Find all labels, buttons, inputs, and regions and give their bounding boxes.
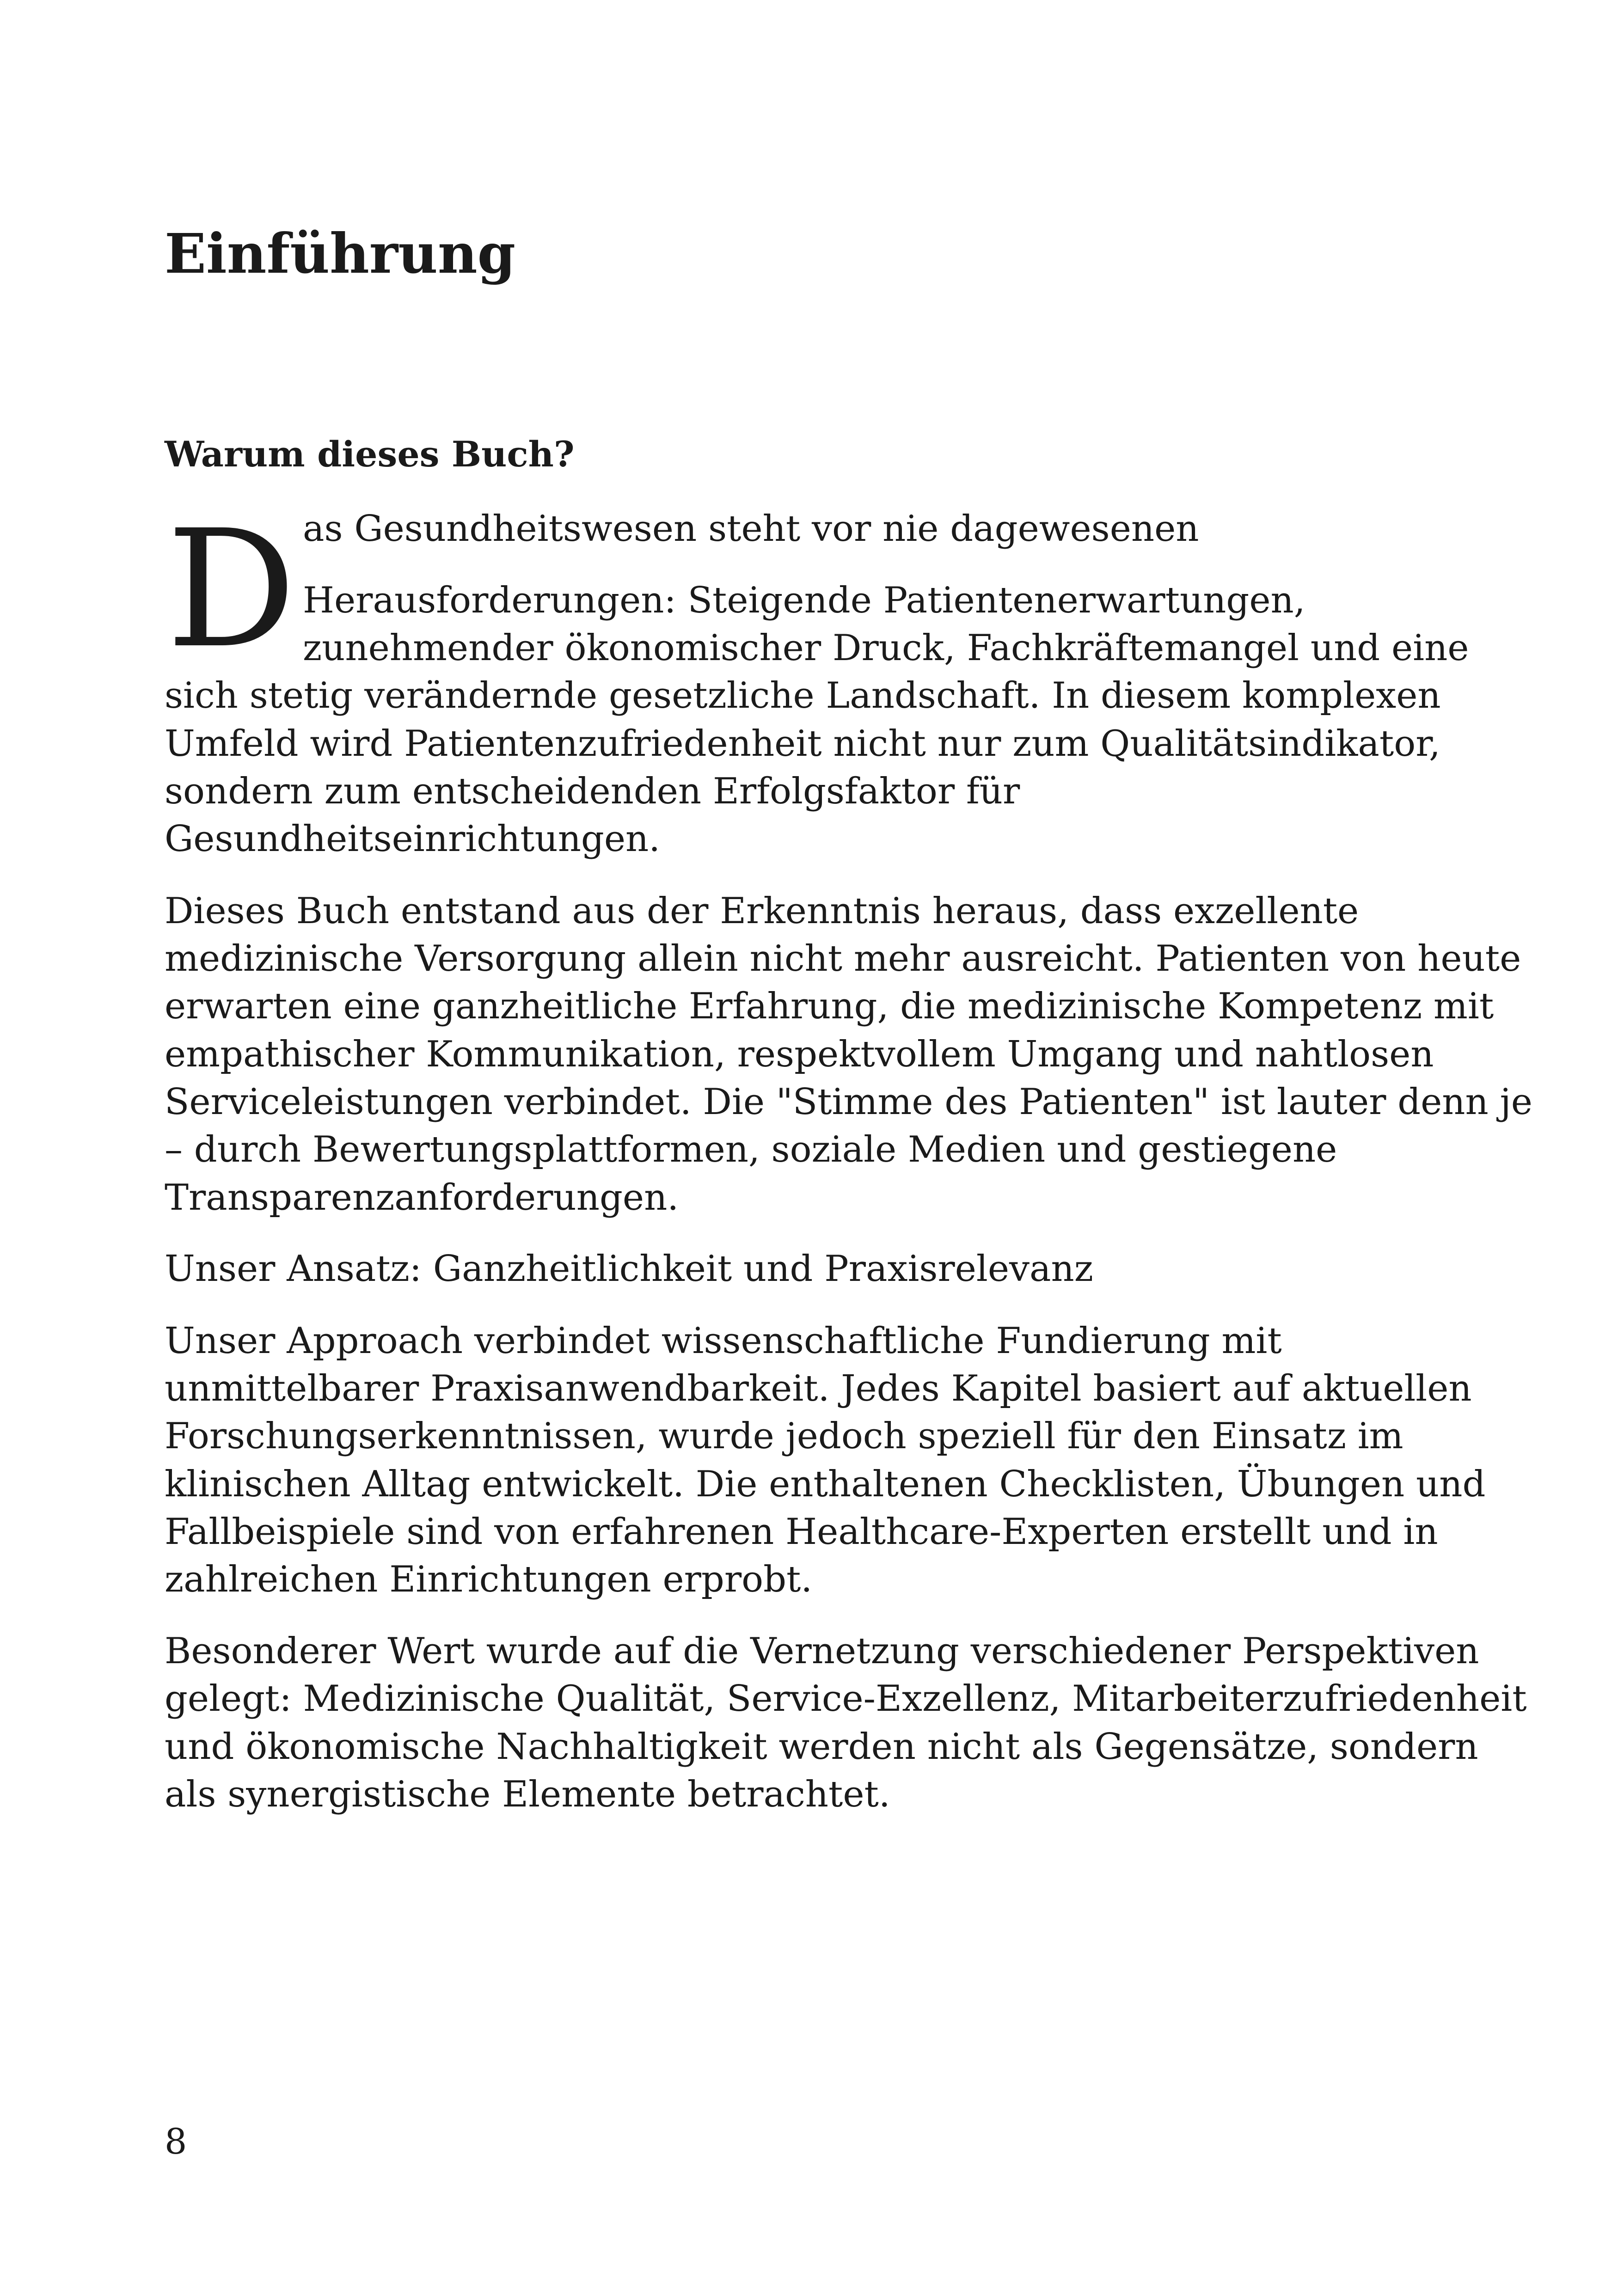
text-line: erwarten eine ganzheitliche Erfahrung, die medizinische Kompetenz mit <box>165 986 1494 1027</box>
text-line: gelegt: Medizinische Qualität, Service-Exzellenz, Mitarbeiterzufriedenheit <box>165 1678 1527 1720</box>
text-line: Unser Approach verbindet wissenschaftliche Fundierung mit <box>165 1320 1282 1362</box>
text-line: als synergistische Elemente betrachtet. <box>165 1774 890 1815</box>
text-line: zunehmender ökonomischer Druck, Fachkräftemangel und eine <box>303 627 1469 669</box>
text-line: sondern zum entscheidenden Erfolgsfaktor für <box>165 771 1020 812</box>
text-line: Transparenzanforderungen. <box>165 1177 679 1218</box>
text-line: Serviceleistungen verbindet. Die "Stimme des Patienten" ist lauter denn je <box>165 1081 1532 1123</box>
text-line: as Gesundheitswesen steht vor nie dagewesenen <box>303 508 1199 550</box>
text-line: Forschungserkenntnissen, wurde jedoch speziell für den Einsatz im <box>165 1415 1403 1457</box>
text-line: Herausforderungen: Steigende Patientenerwartungen, <box>303 580 1305 621</box>
text-line: medizinische Versorgung allein nicht mehr ausreicht. Patienten von heute <box>165 938 1521 980</box>
text-line: und ökonomische Nachhaltigkeit werden nicht als Gegensätze, sondern <box>165 1726 1478 1768</box>
text-line: zahlreichen Einrichtungen erprobt. <box>165 1559 813 1600</box>
text-line: – durch Bewertungsplattformen, soziale Medien und gestiegene <box>165 1129 1337 1170</box>
page-title: Einführung <box>165 221 516 286</box>
text-line: Fallbeispiele sind von erfahrenen Healthcare-Experten erstellt und in <box>165 1511 1438 1553</box>
text-line: empathischer Kommunikation, respektvollem Umgang und nahtlosen <box>165 1034 1434 1075</box>
text-line: Unser Ansatz: Ganzheitlichkeit und Praxisrelevanz <box>165 1248 1093 1290</box>
text-line: Besonderer Wert wurde auf die Vernetzung verschiedener Perspektiven <box>165 1630 1479 1672</box>
text-line: Gesundheitseinrichtungen. <box>165 818 661 860</box>
section-heading: Warum dieses Buch? <box>165 434 575 475</box>
text-line: sich stetig verändernde gesetzliche Landschaft. In diesem komplexen <box>165 675 1441 716</box>
text-line: Dieses Buch entstand aus der Erkenntnis heraus, dass exzellente <box>165 890 1359 932</box>
drop-cap: D <box>166 495 296 684</box>
text-line: unmittelbarer Praxisanwendbarkeit. Jedes Kapitel basiert auf aktuellen <box>165 1368 1472 1409</box>
text-line: klinischen Alltag entwickelt. Die enthaltenen Checklisten, Übungen und <box>165 1463 1486 1505</box>
page-number: 8 <box>165 2121 187 2162</box>
text-line: Umfeld wird Patientenzufriedenheit nicht nur zum Qualitätsindikator, <box>165 723 1440 765</box>
